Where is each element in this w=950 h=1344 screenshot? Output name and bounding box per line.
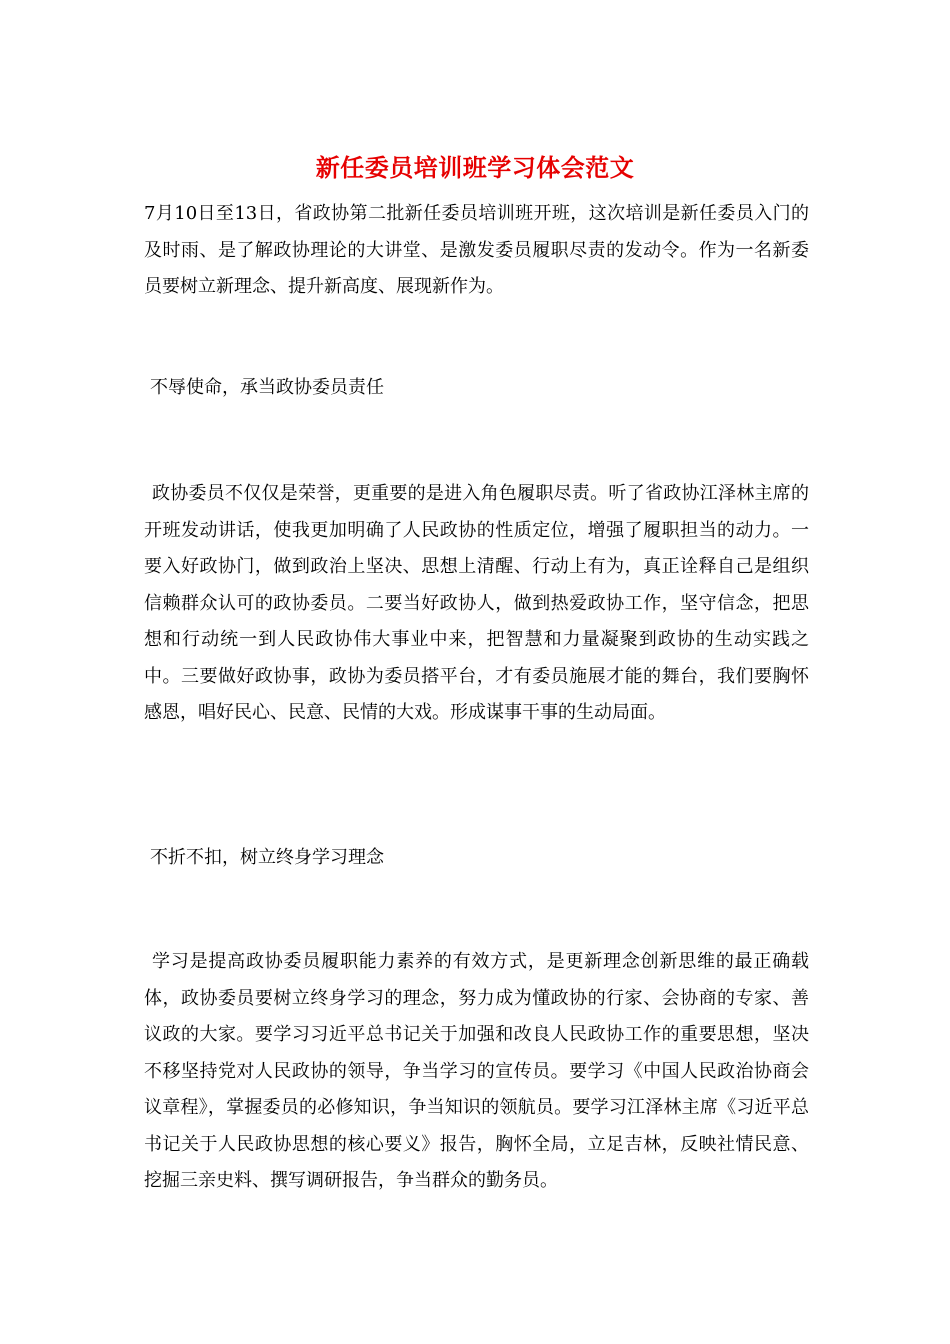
section-body-learning bbox=[144, 944, 809, 1200]
section-body-mission bbox=[144, 476, 809, 732]
section-body-learning-text: 学习是提高政协委员履职能力素养的有效方式，是更新理念创新思维的最正确载体，政协委员要树立终身学习的理念，努力成为懂政协的行家、会协商的专家、善议政的大家。要学习习近平总书记关于加强和改良人民政协工作的重要思想，坚决不移坚持党对人民政协的领导，争当学习的宣传员。要学习《中国人民政治协商会议章程》，掌握委员的必修知识，争当知识的领航员。要学习江泽林主席《习近平总书记关于人民政协思想的核心要义》报告，胸怀全局，立足吉林，反映社情民意、挖掘三亲史料、撰写调研报告，争当群众的勤务员。 bbox=[144, 951, 809, 1191]
intro-paragraph: 7月10日至13日，省政协第二批新任委员培训班开班，这次培训是新任委员入门的及时雨、是了解政协理论的大讲堂、是激发委员履职尽责的发动令。作为一名新委员要树立新理念、提升新高度、展现新作为。 bbox=[144, 203, 809, 297]
section-heading-learning: 不折不扣，树立终身学习理念 bbox=[150, 847, 384, 868]
section-body-mission-text: 政协委员不仅仅是荣誉，更重要的是进入角色履职尽责。听了省政协江泽林主席的开班发动讲话，使我更加明确了人民政协的性质定位，增强了履职担当的动力。一要入好政协门，做到政治上坚决、思想上清醒、行动上有为，真正诠释自己是组织信赖群众认可的政协委员。二要当好政协人，做到热爱政协工作，坚守信念，把思想和行动统一到人民政协伟大事业中来，把智慧和力量凝聚到政协的生动实践之中。三要做好政协事，政协为委员搭平台，才有委员施展才能的舞台，我们要胸怀感恩，唱好民心、民意、民情的大戏。形成谋事干事的生动局面。 bbox=[144, 483, 809, 723]
section-heading-mission: 不辱使命，承当政协委员责任 bbox=[150, 377, 384, 398]
document-title: 新任委员培训班学习体会范文 bbox=[315, 153, 635, 182]
